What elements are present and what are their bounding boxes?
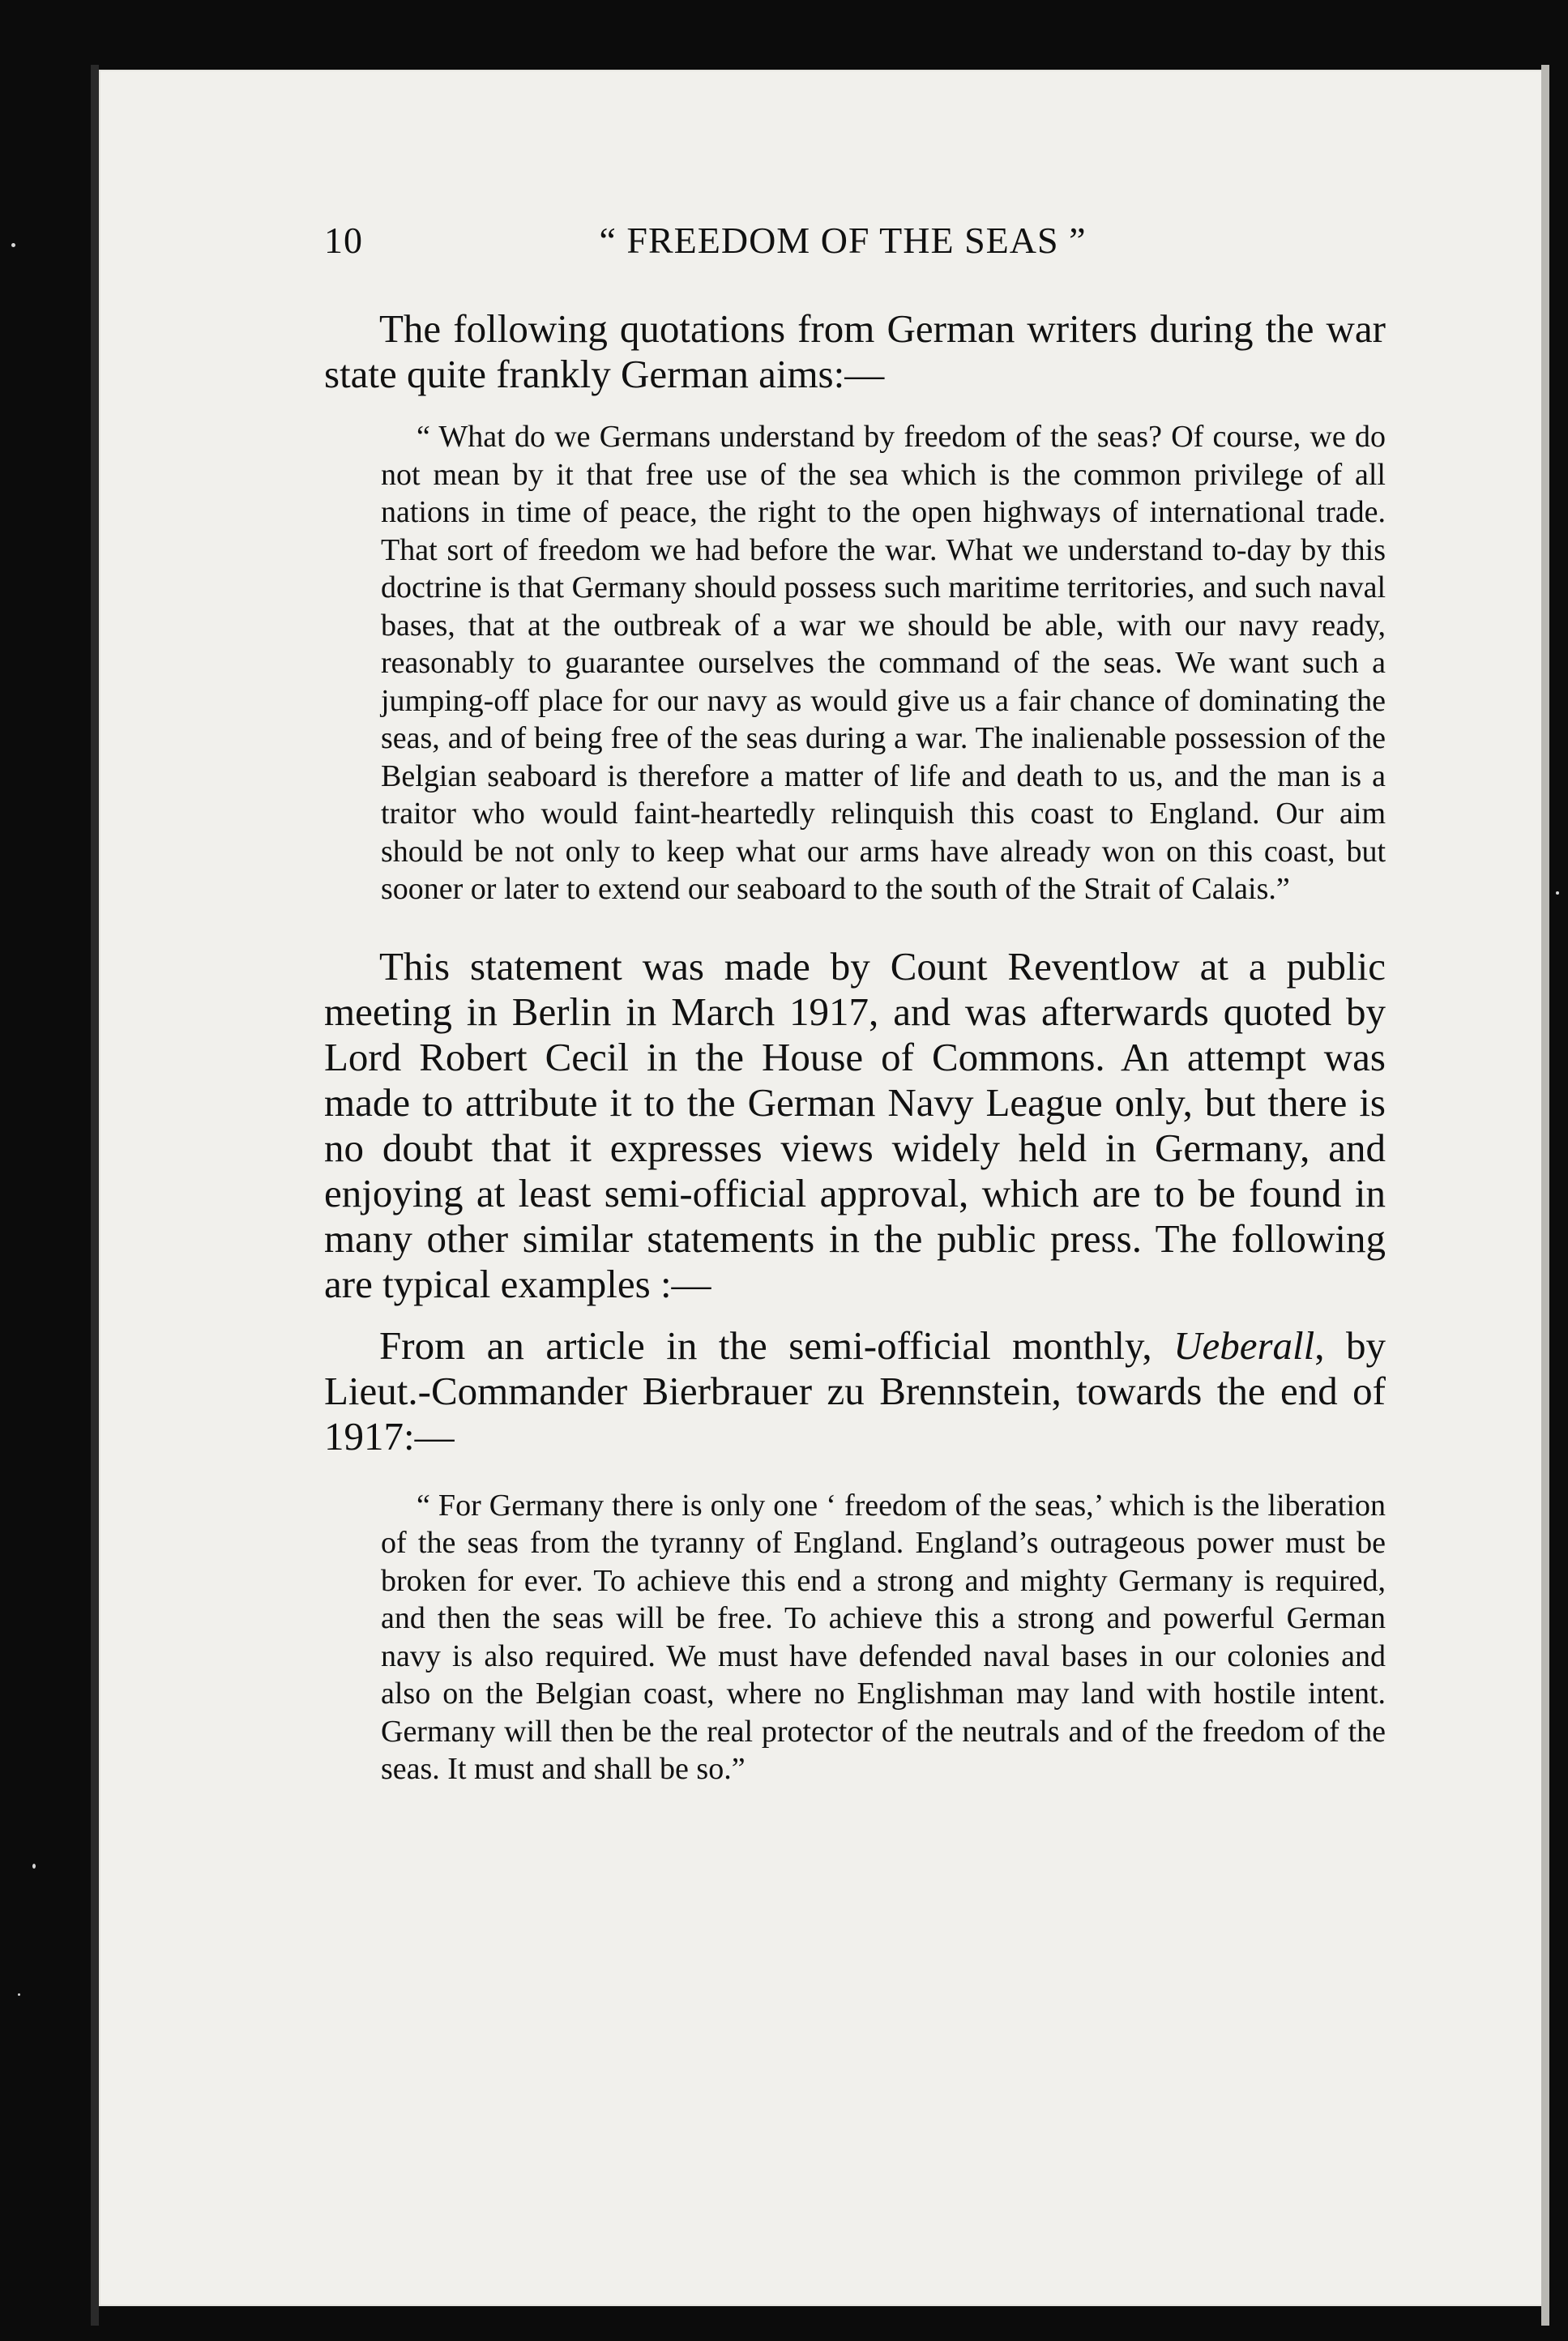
page-content <box>324 219 1386 1788</box>
source-paragraph <box>324 1323 1386 1459</box>
bierbrauer-quotation: “ For Germany there is only one ‘ freedom of the seas,’ which is the liberation of the seas from the tyranny of England. England’s outrageous power must be broken for ever. To achieve this end a strong and mighty Germany is required, and then the seas will be free. To achieve this a strong and powerful German navy is also required. We must have defended naval bases in our colonies and also on the Belgian coast, where no Englishman may land with hostile intent. Germany will then be the real protector of the neutrals and of the freedom of the seas. It must and shall be so.” <box>381 1488 1386 1786</box>
source-text-before: From an article in the semi-official monthly, <box>379 1322 1174 1368</box>
film-speck <box>11 243 15 247</box>
film-speck <box>32 1864 36 1869</box>
publication-title: Ueberall <box>1173 1322 1315 1368</box>
film-speck <box>1556 891 1559 895</box>
intro-paragraph: The following quotations from German writers during the war state quite frankly German aims:— <box>324 306 1386 396</box>
page-number: 10 <box>324 220 363 261</box>
page-edge <box>1541 65 1549 2326</box>
reventlow-quotation: “ What do we Germans understand by freedom of the seas? Of course, we do not mean by it that free use of the sea which is the common privilege of all nations in time of peace, the right to the open highways of international trade. That sort of freedom we had before the war. What we understand to-day by this doctrine is that Germany should possess such maritime territories, and such naval bases, that at the outbreak of a war we should be able, with our navy ready, reasonably to guarantee ourselves the command of the seas. We want such a jumping-off place for our navy as would give us a fair chance of dominating the seas, and of being free of the seas during a war. The inalienable possession of the Belgian seaboard is therefore a matter of life and death to us, and the man is a traitor who would faint-heartedly relinquish this coast to England. Our aim should be not only to keep what our arms have already won on this coast, but sooner or later to extend our seaboard to the south of the Strait of Calais.” <box>381 420 1386 906</box>
running-title: “ FREEDOM OF THE SEAS ” <box>599 220 1087 261</box>
running-head <box>324 219 1386 277</box>
page-binding-shadow <box>91 65 99 2326</box>
film-speck <box>18 1993 20 1996</box>
source-text-after: , by Lieut.-Commander Bierbrauer zu Brennstein, towards the end of 1917:— <box>324 1322 1386 1459</box>
statement-paragraph: This statement was made by Count Reventlow at a public meeting in Berlin in March 1917, and was afterwards quoted by Lord Robert Cecil in the House of Commons. An attempt was made to attribute it to the German Navy League only, but there is no doubt that it expresses views widely held in Germany, and enjoying at least semi-official approval, which are to be found in many other similar statements in the public press. The following are typical examples :— <box>324 943 1386 1306</box>
